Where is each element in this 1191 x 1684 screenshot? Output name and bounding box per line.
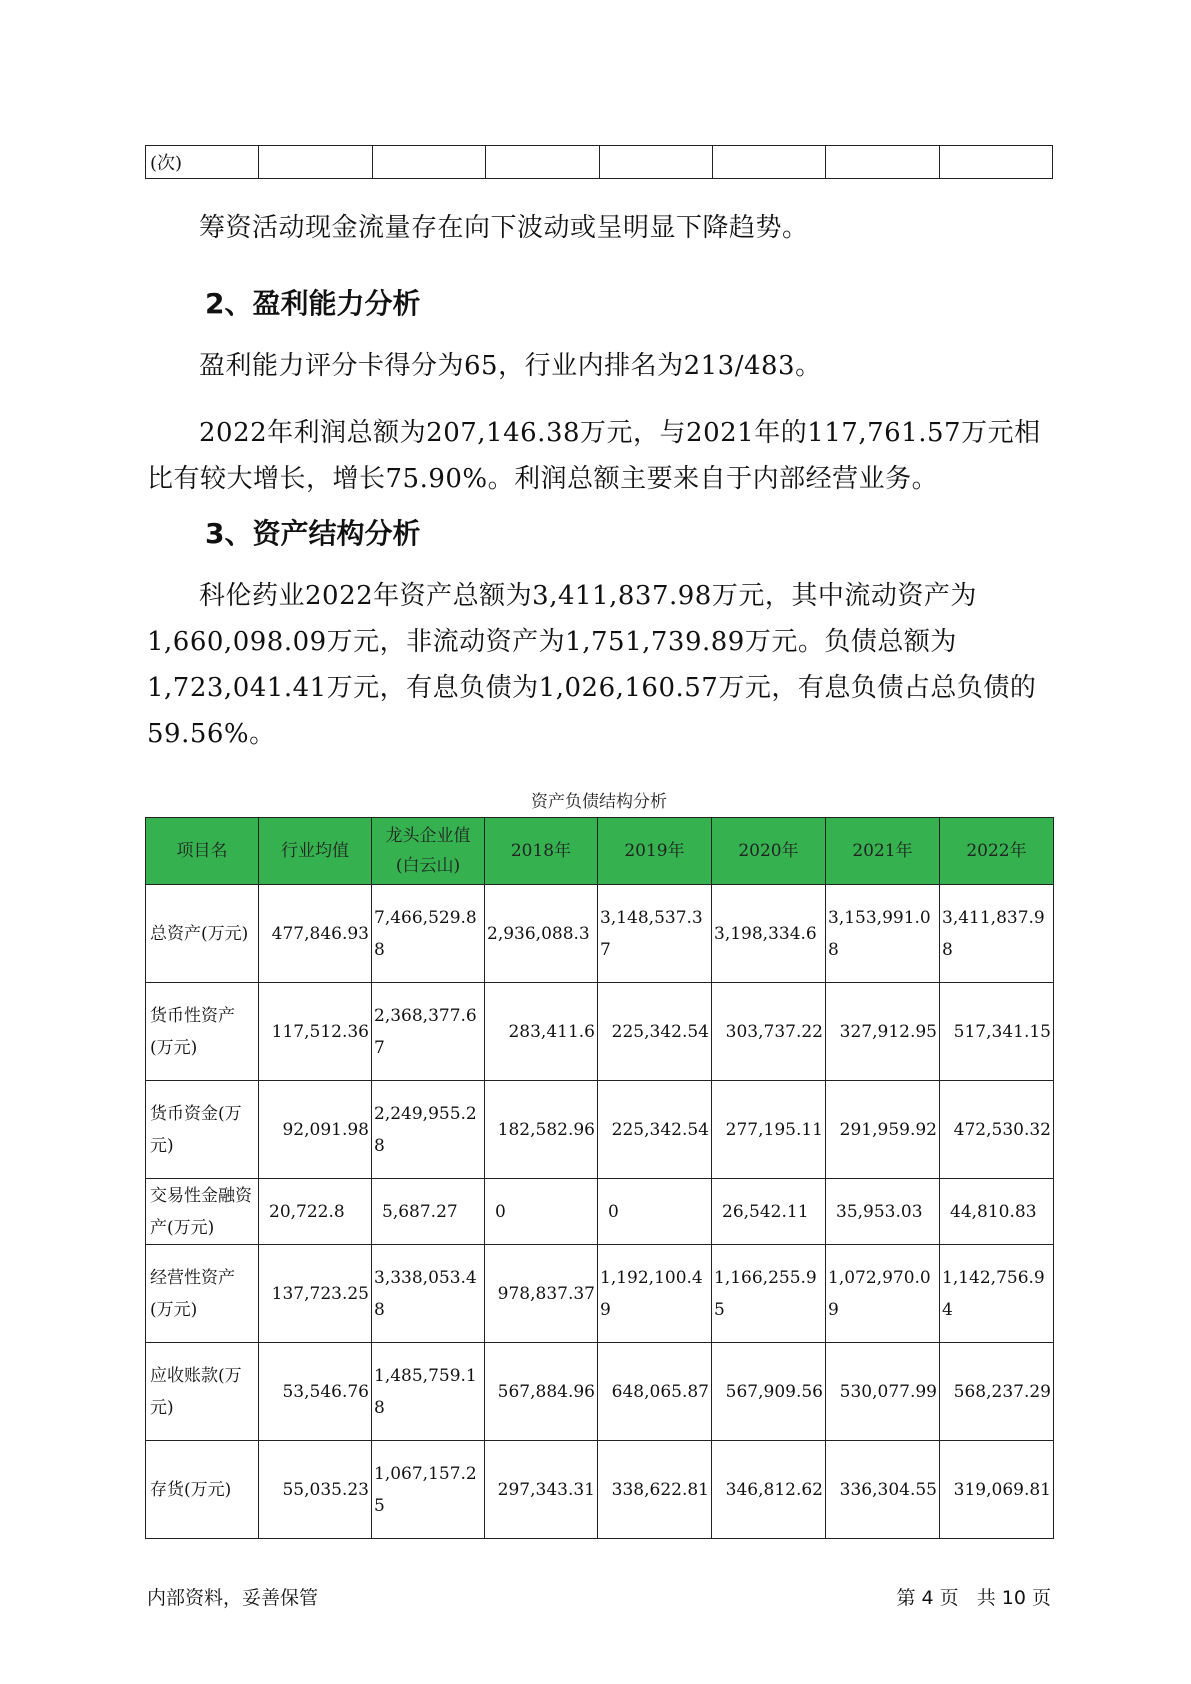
table-cell: 182,582.96 — [485, 1081, 598, 1179]
table-cell — [939, 146, 1052, 179]
paragraph-profit-total: 2022年利润总额为207,146.38万元，与2021年的117,761.57万元相比有较大增长，增长75.90%。利润总额主要来自于内部经营业务。 — [147, 418, 1041, 494]
table-row — [146, 1245, 1054, 1343]
table-cell: 44,810.83 — [940, 1179, 1054, 1245]
table-cell: 137,723.25 — [259, 1245, 372, 1343]
table-cell: 3,338,053.48 — [372, 1245, 485, 1343]
column-header: 2018年 — [485, 818, 598, 885]
table-cell: 0 — [598, 1179, 712, 1245]
row-label: 存货(万元) — [146, 1441, 259, 1539]
column-header: 项目名 — [146, 818, 259, 885]
table-cell: 567,884.96 — [485, 1343, 598, 1441]
table-row — [146, 1343, 1054, 1441]
table-cell: 978,837.37 — [485, 1245, 598, 1343]
table-cell — [826, 146, 939, 179]
table-cell: 277,195.11 — [712, 1081, 826, 1179]
table-cell: 303,737.22 — [712, 983, 826, 1081]
table-cell: 336,304.55 — [826, 1441, 940, 1539]
table-cell: 346,812.62 — [712, 1441, 826, 1539]
table-cell — [486, 146, 599, 179]
table-cell: 5,687.27 — [372, 1179, 485, 1245]
paragraph-asset-summary: 科伦药业2022年资产总额为3,411,837.98万元，其中流动资产为1,660,098.09万元，非流动资产为1,751,739.89万元。负债总额为1,723,041.41万元，有息负债为1,026,160.57万元，有息负债占总负债的59.56%。 — [147, 581, 1037, 749]
row-label: 应收账款(万元) — [146, 1343, 259, 1441]
table-cell: 319,069.81 — [940, 1441, 1054, 1539]
row-label: 交易性金融资产(万元) — [146, 1179, 259, 1245]
table-row — [146, 1441, 1054, 1539]
table-cell: 26,542.11 — [712, 1179, 826, 1245]
table-cell: 3,148,537.37 — [598, 885, 712, 983]
table-cell: 3,411,837.98 — [940, 885, 1054, 983]
table-cell: 2,936,088.3 — [485, 885, 598, 983]
table-cell: 1,192,100.49 — [598, 1245, 712, 1343]
column-header: 2021年 — [826, 818, 940, 885]
column-header: 行业均值 — [259, 818, 372, 885]
column-header: 2020年 — [712, 818, 826, 885]
table-cell — [372, 146, 485, 179]
column-header: 龙头企业值(白云山) — [372, 818, 485, 885]
paragraph-profit-score: 盈利能力评分卡得分为65，行业内排名为213/483。 — [199, 351, 822, 381]
table-cell: 7,466,529.88 — [372, 885, 485, 983]
table-row — [146, 146, 1053, 179]
heading-profitability: 2、盈利能力分析 — [205, 287, 421, 320]
table-cell: 3,198,334.6 — [712, 885, 826, 983]
row-label: 总资产(万元) — [146, 885, 259, 983]
table-row — [146, 1179, 1054, 1245]
table-cell: 567,909.56 — [712, 1343, 826, 1441]
table-row — [146, 885, 1054, 983]
balance-structure-table — [145, 817, 1054, 1539]
table-cell: 283,411.6 — [485, 983, 598, 1081]
table-cell: 477,846.93 — [259, 885, 372, 983]
table-cell: 297,343.31 — [485, 1441, 598, 1539]
footer-confidential-note: 内部资料，妥善保管 — [147, 1587, 319, 1609]
table-row — [146, 1081, 1054, 1179]
table-cell: 117,512.36 — [259, 983, 372, 1081]
table-cell — [259, 146, 372, 179]
table-cell — [599, 146, 712, 179]
table-cell: 517,341.15 — [940, 983, 1054, 1081]
table-header-row — [146, 818, 1054, 885]
column-header: 2022年 — [940, 818, 1054, 885]
table-cell: (次) — [146, 146, 259, 179]
table-cell: 1,485,759.18 — [372, 1343, 485, 1441]
table-cell: 338,622.81 — [598, 1441, 712, 1539]
table-cell: 568,237.29 — [940, 1343, 1054, 1441]
table-cell: 20,722.8 — [259, 1179, 372, 1245]
table-cell: 1,067,157.25 — [372, 1441, 485, 1539]
row-label: 经营性资产(万元) — [146, 1245, 259, 1343]
table-cell: 1,166,255.95 — [712, 1245, 826, 1343]
table-cell — [712, 146, 825, 179]
table-cell: 2,249,955.28 — [372, 1081, 485, 1179]
table-cell: 1,142,756.94 — [940, 1245, 1054, 1343]
paragraph-financing-trend: 筹资活动现金流量存在向下波动或呈明显下降趋势。 — [199, 213, 809, 243]
table-cell: 35,953.03 — [826, 1179, 940, 1245]
table-cell: 530,077.99 — [826, 1343, 940, 1441]
table-cell: 648,065.87 — [598, 1343, 712, 1441]
table-cell: 3,153,991.08 — [826, 885, 940, 983]
carryover-table — [145, 145, 1053, 179]
table-caption: 资产负债结构分析 — [531, 792, 667, 812]
row-label: 货币资金(万元) — [146, 1081, 259, 1179]
table-cell: 92,091.98 — [259, 1081, 372, 1179]
table-cell: 327,912.95 — [826, 983, 940, 1081]
table-cell: 55,035.23 — [259, 1441, 372, 1539]
row-label: 货币性资产(万元) — [146, 983, 259, 1081]
footer-page-number: 第 4 页 共 10 页 — [896, 1587, 1051, 1609]
table-cell: 472,530.32 — [940, 1081, 1054, 1179]
table-cell: 1,072,970.09 — [826, 1245, 940, 1343]
table-cell: 53,546.76 — [259, 1343, 372, 1441]
column-header: 2019年 — [598, 818, 712, 885]
table-cell: 2,368,377.67 — [372, 983, 485, 1081]
table-cell: 0 — [485, 1179, 598, 1245]
table-cell: 225,342.54 — [598, 983, 712, 1081]
table-cell: 225,342.54 — [598, 1081, 712, 1179]
heading-asset-structure: 3、资产结构分析 — [205, 517, 421, 550]
table-row — [146, 983, 1054, 1081]
table-cell: 291,959.92 — [826, 1081, 940, 1179]
